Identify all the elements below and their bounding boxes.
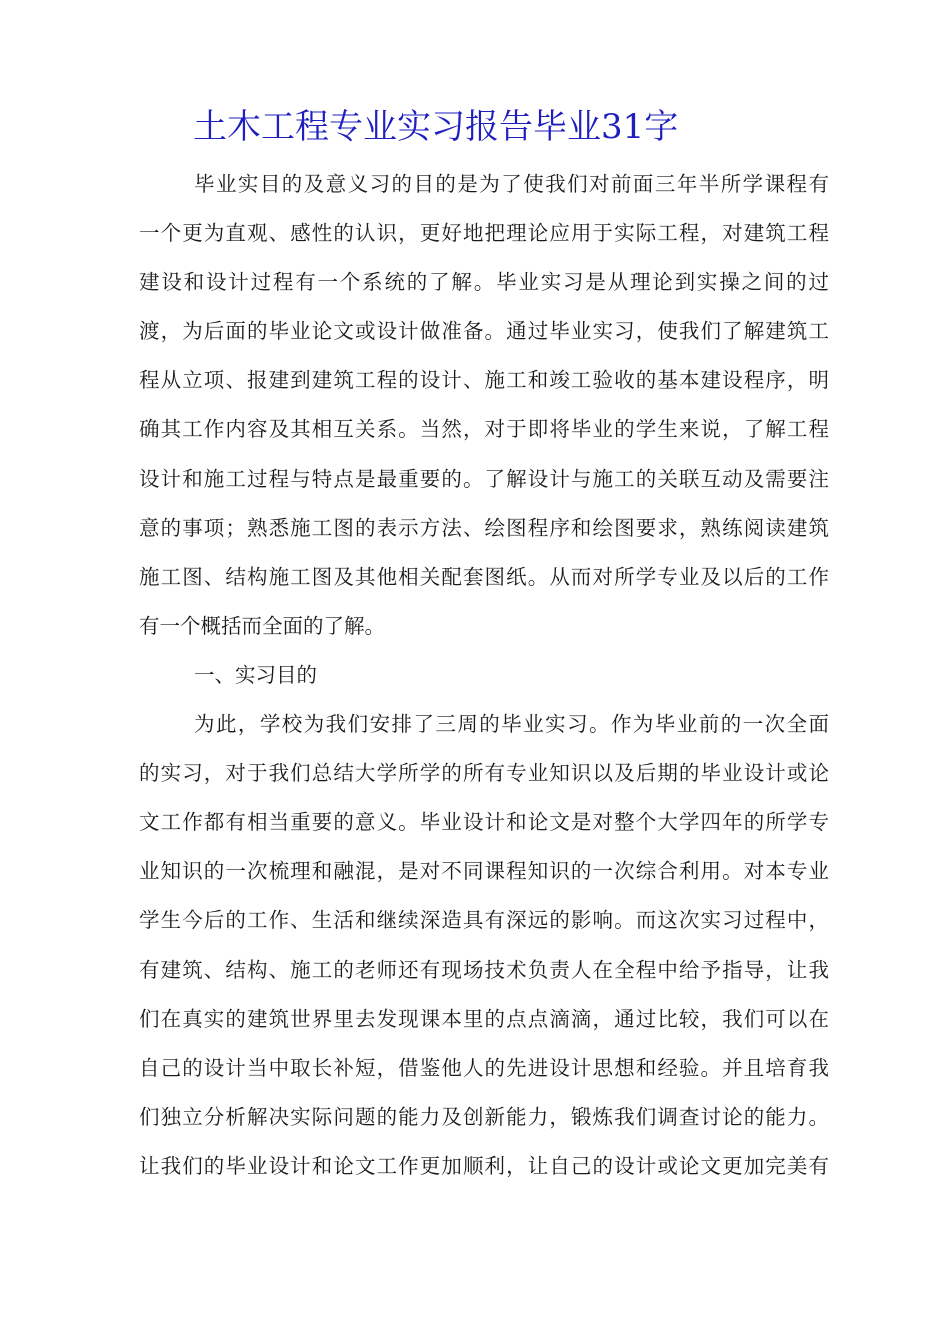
paragraph-line: 文工作都有相当重要的意义。毕业设计和论文是对整个大学四年的所学专 [139,810,829,835]
paragraph-line: 设计和施工过程与特点是最重要的。了解设计与施工的关联互动及需要注 [139,466,829,491]
document-body [139,160,829,1191]
paragraph-line: 有一个概括而全面的了解。 [139,613,385,638]
paragraph-line: 程从立项、报建到建筑工程的设计、施工和竣工验收的基本建设程序，明 [139,368,829,393]
paragraph-line: 们在真实的建筑世界里去发现课本里的点点滴滴，通过比较，我们可以在 [139,1006,829,1031]
paragraph-line: 建设和设计过程有一个系统的了解。毕业实习是从理论到实操之间的过 [139,270,829,295]
paragraph-line: 确其工作内容及其相互关系。当然，对于即将毕业的学生来说，了解工程 [139,417,829,442]
paragraph-line: 业知识的一次梳理和融混，是对不同课程知识的一次综合利用。对本专业 [139,859,829,884]
paragraph-line: 自己的设计当中取长补短，借鉴他人的先进设计思想和经验。并且培育我 [139,1055,829,1080]
paragraph-line: 一个更为直观、感性的认识，更好地把理论应用于实际工程，对建筑工程 [139,221,829,246]
paragraph-first-line: 毕业实目的及意义习的目的是为了使我们对前面三年半所学课程有 [194,172,829,196]
paragraph-line: 的实习，对于我们总结大学所学的所有专业知识以及后期的毕业设计或论 [139,761,829,786]
paragraph-first-line: 一、实习目的 [194,662,317,687]
paragraph-line: 施工图、结构施工图及其他相关配套图纸。从而对所学专业及以后的工作 [139,564,829,589]
document-title: 土木工程专业实习报告毕业31字 [193,107,679,147]
paragraph-line: 意的事项；熟悉施工图的表示方法、绘图程序和绘图要求，熟练阅读建筑 [139,515,829,540]
paragraph-line: 学生今后的工作、生活和继续深造具有深远的影响。而这次实习过程中， [139,908,829,933]
paragraph-first-line: 为此，学校为我们安排了三周的毕业实习。作为毕业前的一次全面 [194,712,829,737]
paragraph-line: 让我们的毕业设计和论文工作更加顺利，让自己的设计或论文更加完美有 [139,1153,829,1178]
paragraph-line: 渡，为后面的毕业论文或设计做准备。通过毕业实习，使我们了解建筑工 [139,319,829,344]
paragraph-line: 有建筑、结构、施工的老师还有现场技术负责人在全程中给予指导，让我 [139,957,829,982]
paragraph-line: 们独立分析解决实际问题的能力及创新能力，锻炼我们调查讨论的能力。 [139,1104,829,1129]
